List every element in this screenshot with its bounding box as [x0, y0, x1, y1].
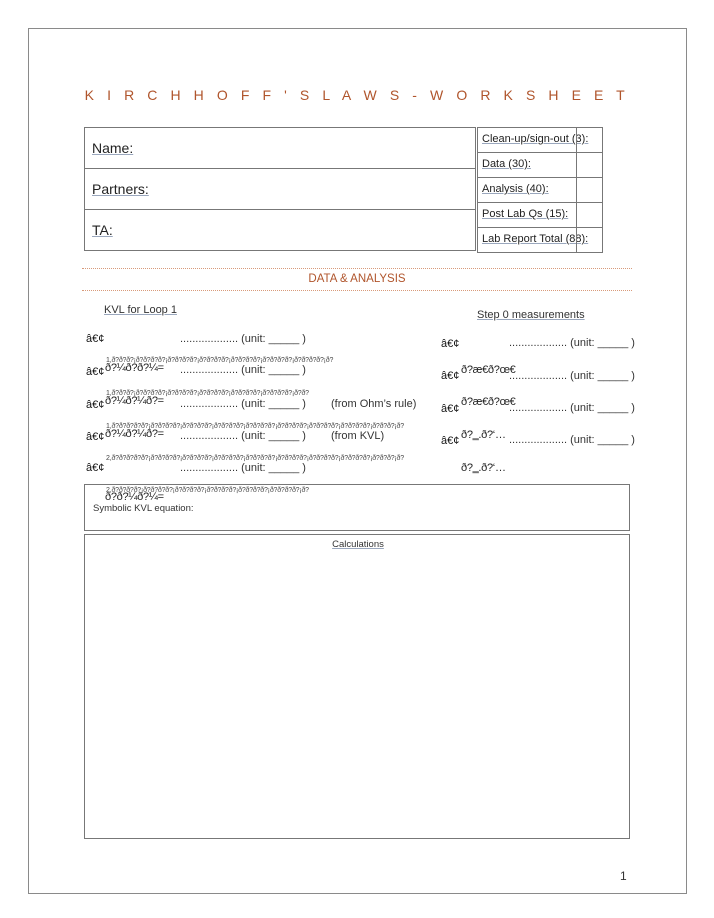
name-label: Name:: [92, 140, 134, 156]
garbled-subscript: 2,ð?ð?ð?ð?¡ð?ð?ð?ð?¡ð?ð?ð?ð?¡ð?ð?ð?ð?¡ð?ð?ð?ð?¡ð?ð?ð?ð?¡ð?: [106, 487, 309, 494]
garbled-variable: ð?¼ð?¼ð?=: [105, 395, 164, 407]
garbled-variable: ð?æ€ð?œ€: [461, 396, 516, 408]
ta-label: TA:: [92, 222, 113, 238]
grade-row: [478, 228, 602, 252]
student-info-box: [84, 127, 476, 251]
name-row[interactable]: [85, 128, 475, 169]
garbled-subscript: 1,ð?ð?ð?ð?ð?¡ð?ð?ð?ð?¡ð?ð?ð?ð?¡ð?ð?ð?ð?¡ð?ð?ð?ð?¡ð?ð?ð?ð?¡ð?ð?ð?ð?¡ð?ð?ð?ð?¡ð?ð?ð?¡ð?: [106, 423, 404, 430]
garbled-subscript: 2,ð?ð?ð?ð?ð?¡ð?ð?ð?ð?¡ð?ð?ð?ð?¡ð?ð?ð?ð?¡ð?ð?ð?ð?¡ð?ð?ð?ð?¡ð?ð?ð?ð?¡ð?ð?ð?ð?¡ð?ð?ð?¡ð?: [106, 455, 404, 462]
grade-row: [478, 153, 602, 178]
step0-blank[interactable]: ................... (unit: _____ ): [509, 434, 635, 446]
ta-row[interactable]: [85, 210, 475, 251]
measurement-blank[interactable]: ................... (unit: _____ ): [180, 462, 306, 474]
grade-row: [478, 178, 602, 203]
grade-score-cell[interactable]: [576, 203, 602, 227]
kvl-loop-heading: KVL for Loop 1: [104, 304, 177, 316]
bullet: â€¢: [86, 431, 105, 443]
garbled-variable: ð?ð?¼ð?¼=: [105, 491, 164, 503]
bullet: â€¢: [441, 435, 460, 447]
bullet: â€¢: [86, 366, 105, 378]
garbled-variable: ð?æ€ð?œ€: [461, 364, 516, 376]
calculations-label: Calculations: [332, 539, 384, 550]
grade-label: Analysis (40):: [482, 183, 549, 195]
grade-label: Data (30):: [482, 158, 531, 170]
garbled-variable: ð?‗.ð?‘…: [461, 462, 506, 474]
grade-score-cell[interactable]: [576, 153, 602, 177]
garbled-variable: ð?‗.ð?‘…: [461, 429, 506, 441]
garbled-subscript: 1,ð?ð?ð?¡ð?ð?ð?ð?¡ð?ð?ð?ð?¡ð?ð?ð?ð?¡ð?ð?ð?ð?¡ð?ð?ð?ð?¡ð?ð?ð?ð?¡ð?: [106, 357, 334, 364]
worksheet-title: K I R C H H O F F ' S L A W S - W O R K S H E E T: [84, 87, 630, 103]
page-number: 1: [620, 869, 627, 883]
bullet: â€¢: [441, 403, 460, 415]
garbled-variable: ð?¼ð?ð?¼=: [105, 362, 164, 374]
grade-score-cell[interactable]: [576, 228, 602, 252]
section-divider-top: [82, 268, 632, 269]
bullet: â€¢: [441, 370, 460, 382]
section-heading: DATA & ANALYSIS: [308, 273, 406, 285]
grade-score-cell[interactable]: [576, 128, 602, 152]
measurement-blank[interactable]: ................... (unit: _____ ): [180, 333, 306, 345]
bullet: â€¢: [86, 462, 105, 474]
bullet: â€¢: [86, 333, 105, 345]
measurement-blank[interactable]: ................... (unit: _____ ): [180, 430, 306, 442]
kvl-note: (from KVL): [331, 430, 385, 442]
symbolic-kvl-label: Symbolic KVL equation:: [93, 503, 194, 514]
step0-heading: Step 0 measurements: [477, 309, 585, 321]
step0-blank[interactable]: ................... (unit: _____ ): [509, 337, 635, 349]
grade-row: [478, 128, 602, 153]
ohm-rule-note: (from Ohm’s rule): [331, 398, 417, 410]
section-divider-bottom: [82, 290, 632, 291]
symbolic-kvl-box[interactable]: [84, 484, 630, 531]
bullet: â€¢: [86, 399, 105, 411]
grade-label: Post Lab Qs (15):: [482, 208, 569, 220]
step0-blank[interactable]: ................... (unit: _____ ): [509, 402, 635, 414]
grade-table: [477, 127, 603, 253]
grade-row: [478, 203, 602, 228]
grade-label: Clean-up/sign-out (3):: [482, 133, 589, 145]
garbled-variable: ð?¼ð?¼ð?=: [105, 428, 164, 440]
bullet: â€¢: [441, 338, 460, 350]
garbled-subscript: 1,ð?ð?ð?¡ð?ð?ð?ð?¡ð?ð?ð?ð?¡ð?ð?ð?ð?¡ð?ð?ð?ð?¡ð?ð?ð?ð?¡ð?ð?: [106, 390, 309, 397]
partners-row[interactable]: [85, 169, 475, 210]
grade-score-cell[interactable]: [576, 178, 602, 202]
measurement-blank[interactable]: ................... (unit: _____ ): [180, 364, 306, 376]
calculations-box[interactable]: [84, 534, 630, 839]
step0-blank[interactable]: ................... (unit: _____ ): [509, 370, 635, 382]
partners-label: Partners:: [92, 181, 149, 197]
measurement-blank[interactable]: ................... (unit: _____ ): [180, 398, 306, 410]
grade-label: Lab Report Total (88):: [482, 233, 589, 245]
